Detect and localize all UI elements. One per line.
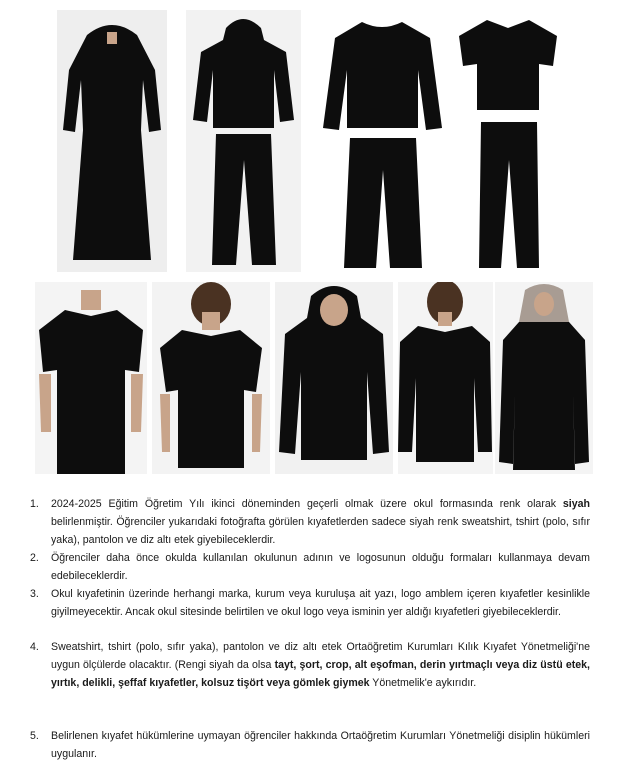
rule-text: Belirlenen kıyafet hükümlerine uymayan öğrenciler hakkında Ortaöğretim Kurumları Yönetmeliği disiplin hükümleri uygulanır. — [51, 730, 590, 760]
garment-figure-icon — [186, 10, 301, 272]
rule-text: Öğrenciler daha önce okulda kullanılan okulunun adının ve logosunun olduğu formaları kullanmaya devam edebileceklerdir. — [51, 552, 590, 582]
photo-bottom-3 — [275, 282, 393, 474]
photo-bottom-1 — [35, 282, 147, 474]
photo-top-3 — [320, 10, 445, 272]
garment-figure-icon — [495, 282, 593, 474]
photo-top-2 — [186, 10, 301, 272]
rule-item — [30, 549, 590, 585]
photo-top-1 — [57, 10, 167, 272]
rule-number: 3. — [30, 588, 39, 600]
rule-item — [30, 638, 590, 692]
emphasis: siyah — [562, 498, 590, 510]
photo-bottom-2 — [152, 282, 270, 474]
photo-bottom-4 — [398, 282, 493, 474]
rule-number: 1. — [30, 498, 39, 510]
rule-number: 2. — [30, 552, 39, 564]
garment-figure-icon — [35, 282, 147, 474]
rule-item — [30, 727, 590, 763]
rule-number: 5. — [30, 730, 39, 742]
rule-number: 4. — [30, 641, 39, 653]
garment-figure-icon — [320, 10, 445, 272]
garment-figure-icon — [275, 282, 393, 474]
rule-text: 2024-2025 Eğitim Öğretim Yılı ikinci döneminden geçerli olmak üzere okul formasında renk olarak siyah belirlenmiştir. Öğrenciler yukarıdaki fotoğrafta görülen kıyafetlerden sadece siyah renk sweatshirt, tshirt (polo, sıfır yaka), pantolon ve diz altı etek giyebileceklerdir. — [51, 498, 590, 546]
garment-figure-icon — [398, 282, 493, 474]
garment-figure-icon — [453, 10, 563, 272]
rule-item — [30, 585, 590, 621]
photo-bottom-5 — [495, 282, 593, 474]
rule-text: Okul kıyafetinin üzerinde herhangi marka, kurum veya kuruluşa ait yazı, logo amblem içeren kıyafetler kesinlikle giyilmeyecektir. Ancak okul sitesinde belirtilen ve okul logo veya isminin yer aldığı kıyafetleri giyebileceklerdir. — [51, 588, 590, 618]
photo-top-4 — [453, 10, 563, 272]
garment-figure-icon — [152, 282, 270, 474]
emphasis: tayt, şort, crop, alt eşofman, derin yırtmaçlı veya diz üstü etek, yırtık, delikli, şeffaf kıyafetler, kolsuz tişört veya gömlek giymek — [51, 659, 590, 689]
rule-item — [30, 495, 590, 549]
garment-figure-icon — [57, 10, 167, 272]
rule-text: Sweatshirt, tshirt (polo, sıfır yaka), pantolon ve diz altı etek Ortaöğretim Kurumları Kılık Kıyafet Yönetmeliği'ne uygun ölçülerde olacaktır. (Rengi siyah da olsa tayt, şort, crop, alt eşofman, derin yırtmaçlı veya diz üstü etek, yırtık, delikli, şeffaf kıyafetler, kolsuz tişört veya gömlek giymek Yönetmelik'e aykırıdır. — [51, 641, 590, 689]
